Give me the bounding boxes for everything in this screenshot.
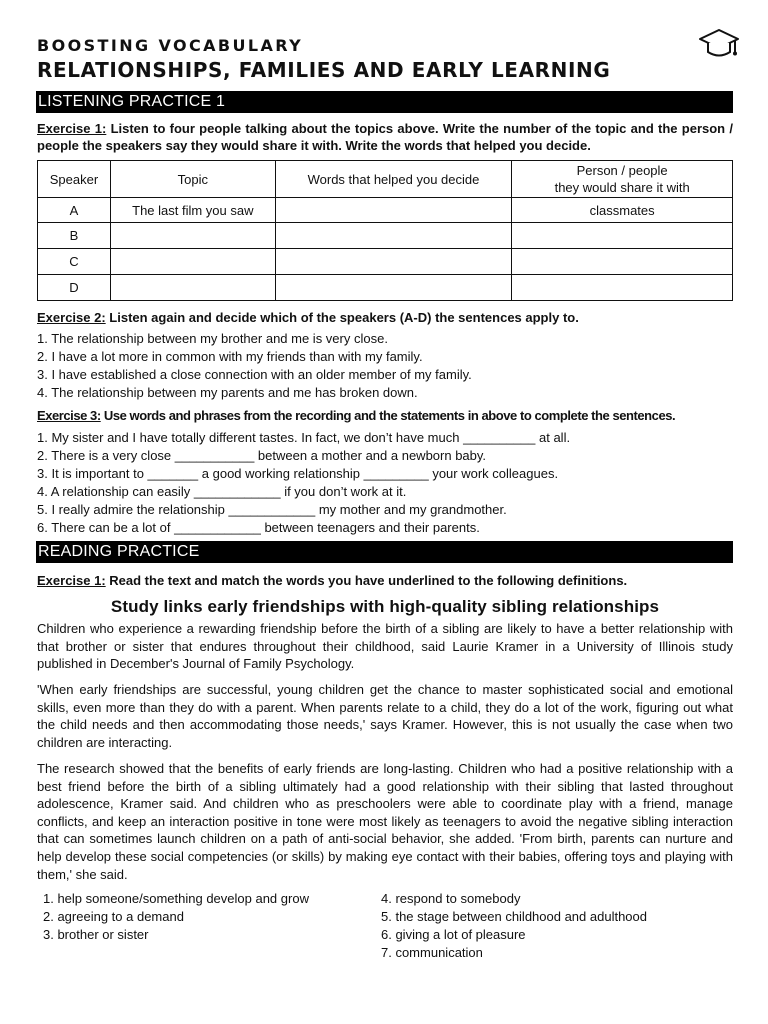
person-cell[interactable] — [512, 249, 733, 275]
exercise-text: Listen again and decide which of the speakers (A-D) the sentences apply to. — [105, 310, 579, 325]
topic-cell[interactable]: The last film you saw — [110, 198, 275, 223]
list-item: 5. I really admire the relationship ____________ my mother and my grandmother. — [37, 502, 507, 517]
table-row — [38, 198, 733, 223]
header-line: they would share it with — [554, 180, 690, 195]
exercise-label: Exercise 1: — [37, 121, 107, 136]
list-item: 2. There is a very close ___________ between a mother and a newborn baby. — [37, 448, 487, 463]
article-paragraph-1: Children who experience a rewarding friendship before the birth of a sibling are likely to have a better relationship with that brother or sister that endures throughout their childhood, said Laurie Kramer in a University of Illinois study published in December's Journal of Family Psychology. — [37, 621, 733, 672]
speaker-cell: D — [38, 275, 111, 301]
speaker-cell: C — [38, 249, 111, 275]
exercise-label: Exercise 3: — [37, 408, 101, 423]
speaker-cell: A — [38, 198, 111, 223]
list-item: 4. The relationship between my parents and me has broken down. — [37, 385, 418, 400]
list-item: 6. There can be a lot of ____________ between teenagers and their parents. — [37, 520, 480, 535]
reading-exercise-1-instructions — [37, 572, 733, 589]
speaker-cell: B — [38, 223, 111, 249]
list-item: 7. communication — [381, 945, 483, 960]
listening-exercise-1-instructions — [37, 120, 733, 154]
list-item: 2. I have a lot more in common with my friends than with my family. — [37, 349, 423, 364]
person-cell[interactable] — [512, 275, 733, 301]
article-paragraph-2: 'When early friendships are successful, young children get the chance to master sophisticated social and emotional skills, even more than they do with a parent. When parents relate to a child, they do a lot of the work, figuring out what the child needs and then accommodating those needs,' says Kramer. However, this is not usually the case when two children are interacting. — [37, 682, 733, 750]
exercise-label: Exercise 2: — [37, 310, 106, 325]
table-row — [38, 249, 733, 275]
exercise-3-sentences — [37, 429, 733, 537]
topic-cell[interactable] — [110, 249, 275, 275]
exercise-text: Read the text and match the words you have underlined to the following definitions. — [105, 573, 628, 588]
topic-cell[interactable] — [110, 275, 275, 301]
list-item: 6. giving a lot of pleasure — [381, 927, 526, 942]
table-header-row — [38, 161, 733, 198]
words-cell[interactable] — [275, 223, 512, 249]
graduation-cap-icon — [699, 28, 739, 60]
table-row — [38, 223, 733, 249]
topic-cell[interactable] — [110, 223, 275, 249]
list-item: 1. help someone/something develop and grow — [43, 891, 309, 906]
list-item: 3. I have established a close connection with an older member of my family. — [37, 367, 472, 382]
words-cell[interactable] — [275, 249, 512, 275]
worksheet-subtitle: BOOSTING VOCABULARY — [37, 36, 304, 55]
list-item: 3. brother or sister — [43, 927, 149, 942]
exercise-text: Use words and phrases from the recording and the statements in above to complete the sentences. — [100, 408, 676, 423]
listening-answer-table — [37, 160, 733, 301]
table-header-topic: Topic — [110, 161, 275, 198]
exercise-label: Exercise 1: — [37, 573, 106, 588]
table-header-words: Words that helped you decide — [275, 161, 512, 198]
list-item: 4. A relationship can easily ____________ if you don’t work at it. — [37, 484, 407, 499]
listening-exercise-3-instructions — [37, 407, 733, 424]
listening-practice-heading: LISTENING PRACTICE 1 — [36, 91, 733, 113]
list-item: 3. It is important to _______ a good working relationship _________ your work colleagues. — [37, 466, 559, 481]
person-cell[interactable]: classmates — [512, 198, 733, 223]
worksheet-title: RELATIONSHIPS, FAMILIES AND EARLY LEARNING — [37, 58, 611, 82]
list-item: 4. respond to somebody — [381, 891, 521, 906]
words-cell[interactable] — [275, 198, 512, 223]
article-title: Study links early friendships with high-quality sibling relationships — [110, 597, 660, 616]
list-item: 1. My sister and I have totally different tastes. In fact, we don’t have much __________ at all. — [37, 430, 571, 445]
table-header-speaker: Speaker — [38, 161, 111, 198]
reading-practice-heading: READING PRACTICE — [36, 541, 733, 563]
table-row — [38, 275, 733, 301]
table-header-person — [512, 161, 733, 198]
definitions-left-column — [43, 890, 309, 944]
listening-exercise-2-instructions — [37, 309, 733, 326]
exercise-text: Listen to four people talking about the topics above. Write the number of the topic and the person / people the speakers say they would share it with. Write the words that helped you decide. — [37, 121, 733, 153]
person-cell[interactable] — [512, 223, 733, 249]
exercise-2-statements — [37, 330, 733, 402]
definitions-right-column — [381, 890, 647, 962]
header-line: Person / people — [576, 163, 668, 178]
article-paragraph-3: The research showed that the benefits of early friends are long-lasting. Children who had a positive relationship with a best friend before the birth of a sibling ultimately had a good relationship with their sibling that lasted throughout adolescence, Kramer said. And children who as preschoolers were able to coordinate play with a friend, manage conflicts, and keep an interaction positive in tone were most likely as teenagers to avoid the negative sibling interaction that can sometimes launch children on a path of anti-social behavior, she added. 'From birth, parents can nurture and help develop these social competencies (or skills) by making eye contact with their babies, offering toys and playing with them,' she said. — [37, 761, 733, 882]
list-item: 5. the stage between childhood and adulthood — [381, 909, 647, 924]
list-item: 2. agreeing to a demand — [43, 909, 184, 924]
list-item: 1. The relationship between my brother and me is very close. — [37, 331, 388, 346]
words-cell[interactable] — [275, 275, 512, 301]
